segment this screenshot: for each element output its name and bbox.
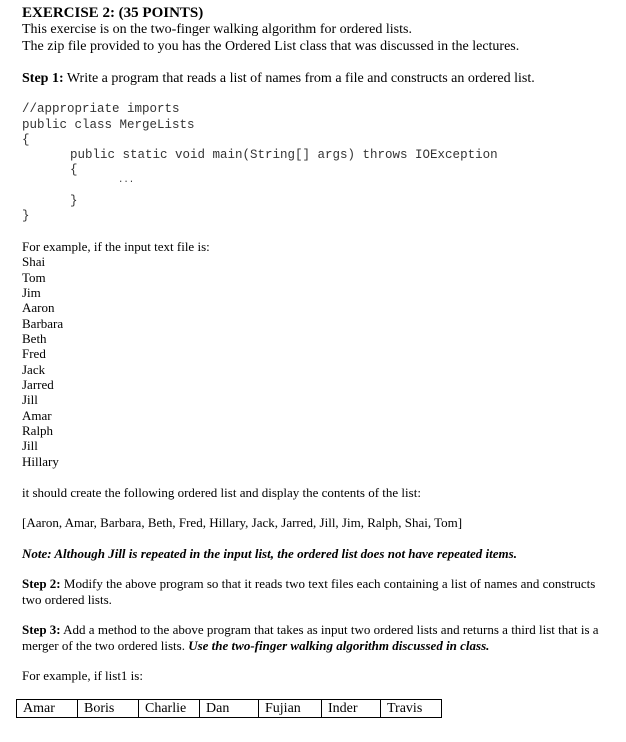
intro-line-1: This exercise is on the two-finger walking algorithm for ordered lists. [22, 22, 412, 37]
step3-text-cont: merger of the two ordered lists. [22, 638, 189, 653]
list-item: Hillary [22, 454, 59, 469]
result-intro: it should create the following ordered list and display the contents of the list: [22, 485, 421, 500]
table-row [17, 700, 442, 718]
code-line: public class MergeLists [22, 118, 195, 132]
list-item: Amar [22, 408, 52, 423]
code-line: //appropriate imports [22, 102, 180, 116]
result-list: [Aaron, Amar, Barbara, Beth, Fred, Hillary, Jack, Jarred, Jill, Jim, Ralph, Shai, Tom] [22, 515, 463, 530]
list-item: Fred [22, 346, 46, 361]
list1-intro: For example, if list1 is: [22, 668, 143, 683]
example-intro: For example, if the input text file is: [22, 239, 210, 254]
step1-label: Step 1: [22, 71, 64, 86]
step2-paragraph-cont: two ordered lists. [22, 592, 112, 607]
list-item: Beth [22, 331, 47, 346]
step2-paragraph [22, 576, 595, 592]
list-item: Barbara [22, 316, 64, 331]
list1-table [16, 699, 442, 718]
table-cell: Charlie [139, 700, 200, 718]
note: Note: Although Jill is repeated in the input list, the ordered list does not have repeated items. [22, 546, 517, 561]
step1-text: Write a program that reads a list of names from a file and constructs an ordered list. [63, 71, 535, 86]
code-line: } [22, 209, 30, 223]
list-item: Ralph [22, 423, 54, 438]
table-cell: Fujian [259, 700, 322, 718]
list-item: Jarred [22, 377, 54, 392]
code-line: } [70, 194, 78, 208]
table-cell: Inder [322, 700, 381, 718]
intro-line-2: The zip file provided to you has the Ordered List class that was discussed in the lectures. [22, 39, 520, 54]
table-cell: Dan [200, 700, 259, 718]
list-item: Shai [22, 254, 46, 269]
table-cell: Travis [381, 700, 442, 718]
exercise-title: EXERCISE 2: (35 POINTS) [22, 5, 204, 21]
code-line: { [22, 133, 30, 147]
step3-text: Add a method to the above program that takes as input two ordered lists and returns a third list that is a [60, 622, 599, 637]
table-cell: Boris [78, 700, 139, 718]
list-item: Jill [22, 438, 38, 453]
list-item: Jack [22, 362, 46, 377]
list-item: Tom [22, 270, 46, 285]
step1-paragraph [22, 71, 535, 87]
step2-text: Modify the above program so that it reads two text files each containing a list of names and constructs [60, 576, 596, 591]
step3-paragraph-cont [22, 638, 489, 654]
code-line: public static void main(String[] args) throws IOException [70, 148, 498, 162]
step3-paragraph [22, 622, 599, 638]
list-item: Aaron [22, 300, 55, 315]
step3-emphasis: Use the two-finger walking algorithm discussed in class. [188, 638, 490, 653]
code-line: { [70, 163, 78, 177]
step3-label: Step 3: [22, 622, 61, 637]
list-item: Jim [22, 285, 41, 300]
table-cell: Amar [17, 700, 78, 718]
code-line: ... [118, 175, 135, 185]
list-item: Jill [22, 392, 38, 407]
step2-label: Step 2: [22, 576, 61, 591]
